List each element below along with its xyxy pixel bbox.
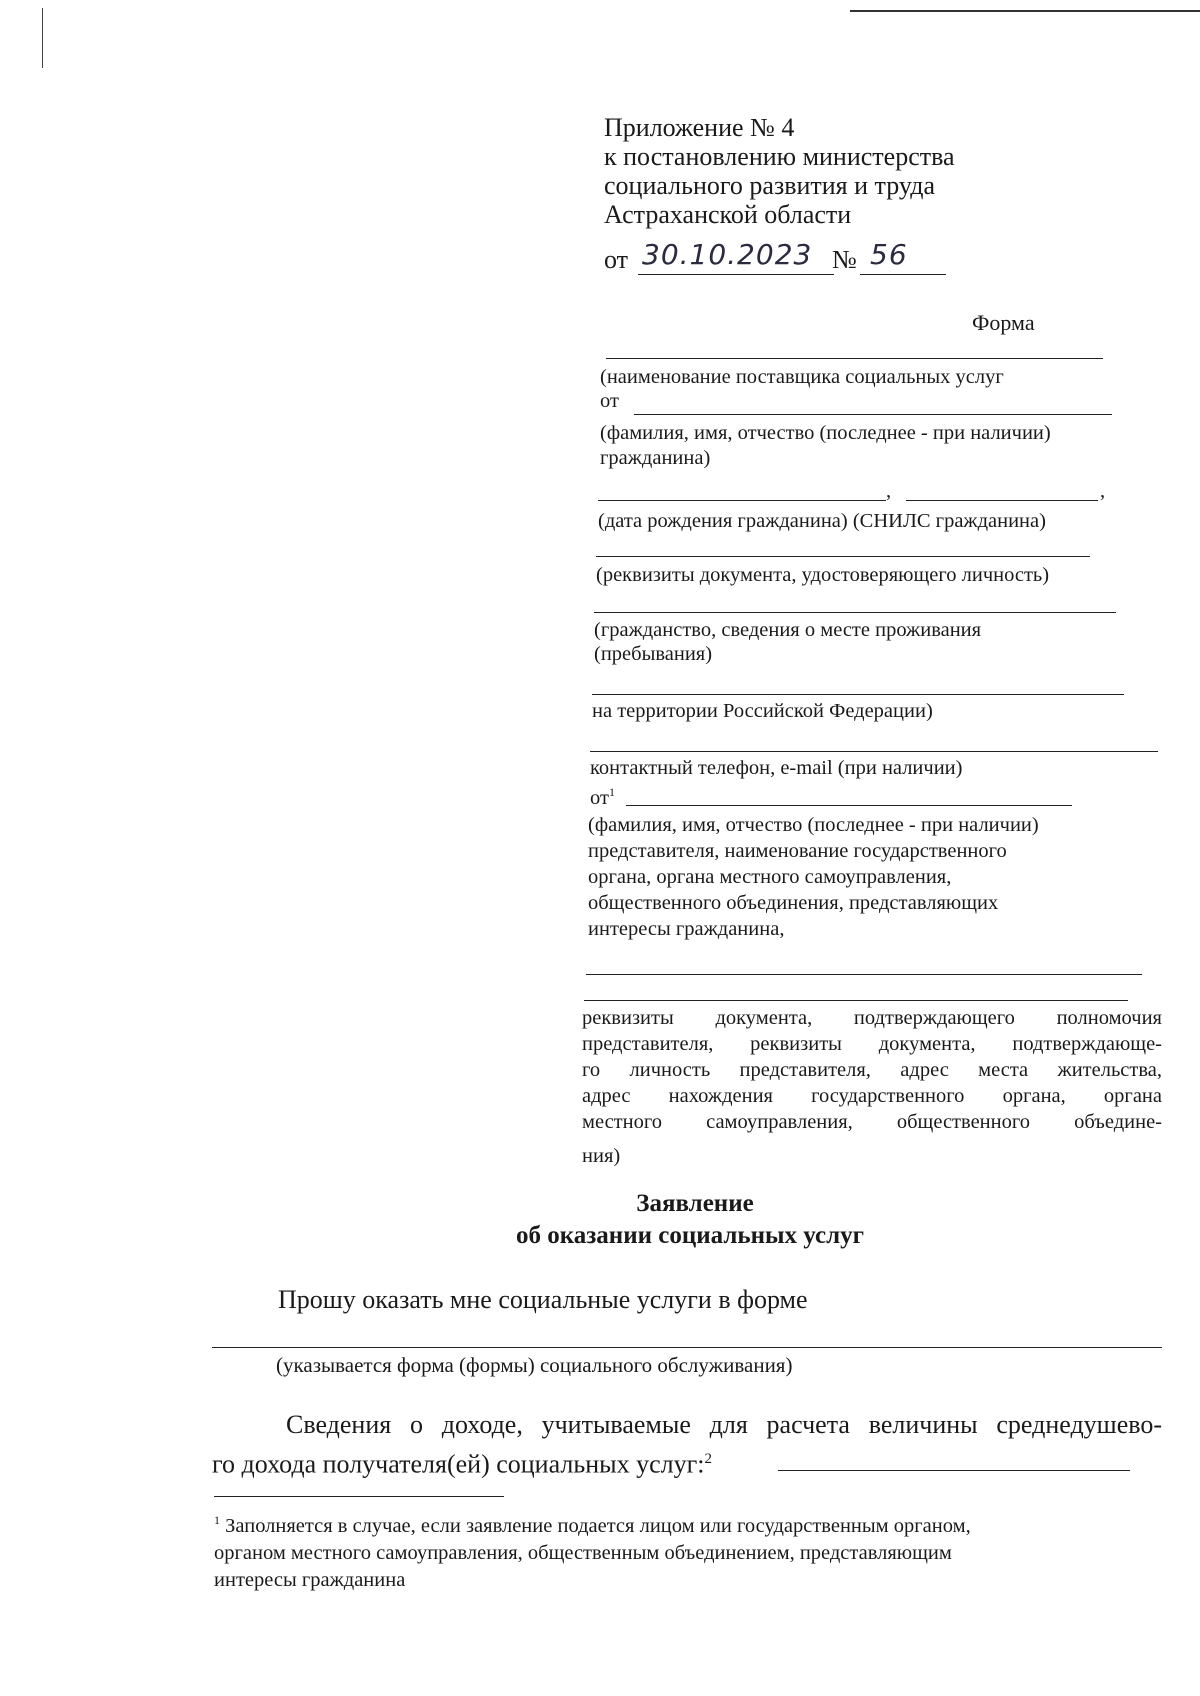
income-line-1: Сведения о доходе, учитываемые для расчета величины среднедушево- xyxy=(286,1410,1162,1439)
rep-doc-caption-line-1: реквизиты документа, подтверждающего полномочия xyxy=(582,1007,1162,1029)
footnote-mark-2: 2 xyxy=(704,1451,712,1467)
citizenship-caption: (гражданство, сведения о месте проживания xyxy=(594,619,982,641)
date-prefix: от xyxy=(604,245,629,274)
income-line-2-wrap xyxy=(212,1442,1162,1482)
handwritten-date: 30.10.2023 xyxy=(642,238,813,271)
document-title xyxy=(400,1188,980,1252)
appendix-line-2: к постановлению министерства xyxy=(604,142,955,171)
from-text: от xyxy=(590,786,609,809)
snils-line xyxy=(906,500,1098,501)
form-label: Форма xyxy=(972,310,1035,335)
rep-doc-caption-line-2: представителя, реквизиты документа, подтверждающе- xyxy=(582,1033,1162,1055)
from-label: от xyxy=(600,390,619,412)
footnote-line-2: органом местного самоуправления, общественным объединением, представляющим xyxy=(214,1541,952,1564)
footnote-mark-1: 1 xyxy=(608,785,615,799)
provider-caption: (наименование поставщика социальных услуг xyxy=(600,366,1004,388)
title-line-2: об оказании социальных услуг xyxy=(515,1222,865,1249)
request-text: Прошу оказать мне социальные услуги в форме xyxy=(278,1285,808,1314)
footnote-separator xyxy=(214,1496,504,1497)
rep-caption-line-5: интересы гражданина, xyxy=(588,918,785,940)
birth-date-line xyxy=(598,500,886,501)
number-label: № xyxy=(832,245,857,274)
rep-doc-line-2 xyxy=(584,1000,1128,1001)
income-line-2: го дохода получателя(ей) социальных услуг: xyxy=(212,1449,705,1479)
footnote-mark: 1 xyxy=(214,1513,220,1527)
rep-caption-line-2: представителя, наименование государственного xyxy=(588,840,1007,862)
representative-line xyxy=(626,805,1072,806)
citizen-word: гражданина) xyxy=(600,447,711,469)
contact-line xyxy=(590,751,1158,752)
territory-caption: на территории Российской Федерации) xyxy=(592,700,933,722)
footnote-line-3: интересы гражданина xyxy=(214,1568,406,1591)
representative-caption xyxy=(588,812,1039,942)
footnote-line-1-wrap xyxy=(214,1507,1154,1540)
rep-doc-caption-line-5: местного самоуправления, общественного объедине- xyxy=(582,1111,1162,1133)
comma-2: , xyxy=(1100,480,1106,502)
number-underline xyxy=(860,274,946,275)
rep-caption-line-4: общественного объединения, представляющих xyxy=(588,892,999,914)
appendix-line-4: Астраханской области xyxy=(604,200,852,229)
rep-caption-line-1: (фамилия, имя, отчество (последнее - при наличии) xyxy=(588,814,1039,836)
date-underline xyxy=(638,274,834,275)
rep-caption-line-3: органа, органа местного самоуправления, xyxy=(588,866,952,888)
title-line-1: Заявление xyxy=(636,1190,754,1217)
appendix-number: Приложение № 4 xyxy=(604,113,795,142)
rep-document-caption xyxy=(582,1005,1162,1135)
citizenship-line xyxy=(594,612,1116,613)
identity-doc-line xyxy=(596,556,1090,557)
from-label-2 xyxy=(590,779,615,811)
scan-edge-line-top xyxy=(850,10,1200,12)
scan-edge-line-left xyxy=(42,8,43,68)
contact-caption: контактный телефон, e-mail (при наличии) xyxy=(590,757,963,779)
citizen-fio-caption: (фамилия, имя, отчество (последнее - при наличии) xyxy=(600,422,1051,444)
appendix-line-3: социального развития и труда xyxy=(604,171,936,200)
rep-doc-caption-line-4: адрес нахождения государственного органа, органа xyxy=(582,1085,1162,1107)
territory-line xyxy=(592,694,1124,695)
birth-snils-caption: (дата рождения гражданина) (СНИЛС гражданина) xyxy=(598,510,1046,532)
rep-doc-caption-line-6: ния) xyxy=(582,1145,621,1167)
identity-doc-caption: (реквизиты документа, удостоверяющего личность) xyxy=(596,564,1050,586)
income-line xyxy=(778,1470,1130,1471)
stay-caption: (пребывания) xyxy=(594,643,713,665)
rep-doc-line-1 xyxy=(586,974,1142,975)
service-form-caption: (указывается форма (формы) социального обслуживания) xyxy=(276,1353,793,1377)
citizen-name-line xyxy=(634,414,1112,415)
rep-doc-caption-line-3: го личность представителя, адрес места жительства, xyxy=(582,1059,1162,1081)
provider-line xyxy=(606,358,1103,359)
comma-1: , xyxy=(886,480,892,502)
handwritten-number: 56 xyxy=(870,238,908,271)
footnote xyxy=(214,1507,1154,1594)
service-form-line xyxy=(212,1347,1162,1348)
footnote-line-1: Заполняется в случае, если заявление подается лицом или государственным органом, xyxy=(225,1514,971,1537)
appendix-header xyxy=(604,113,1104,229)
